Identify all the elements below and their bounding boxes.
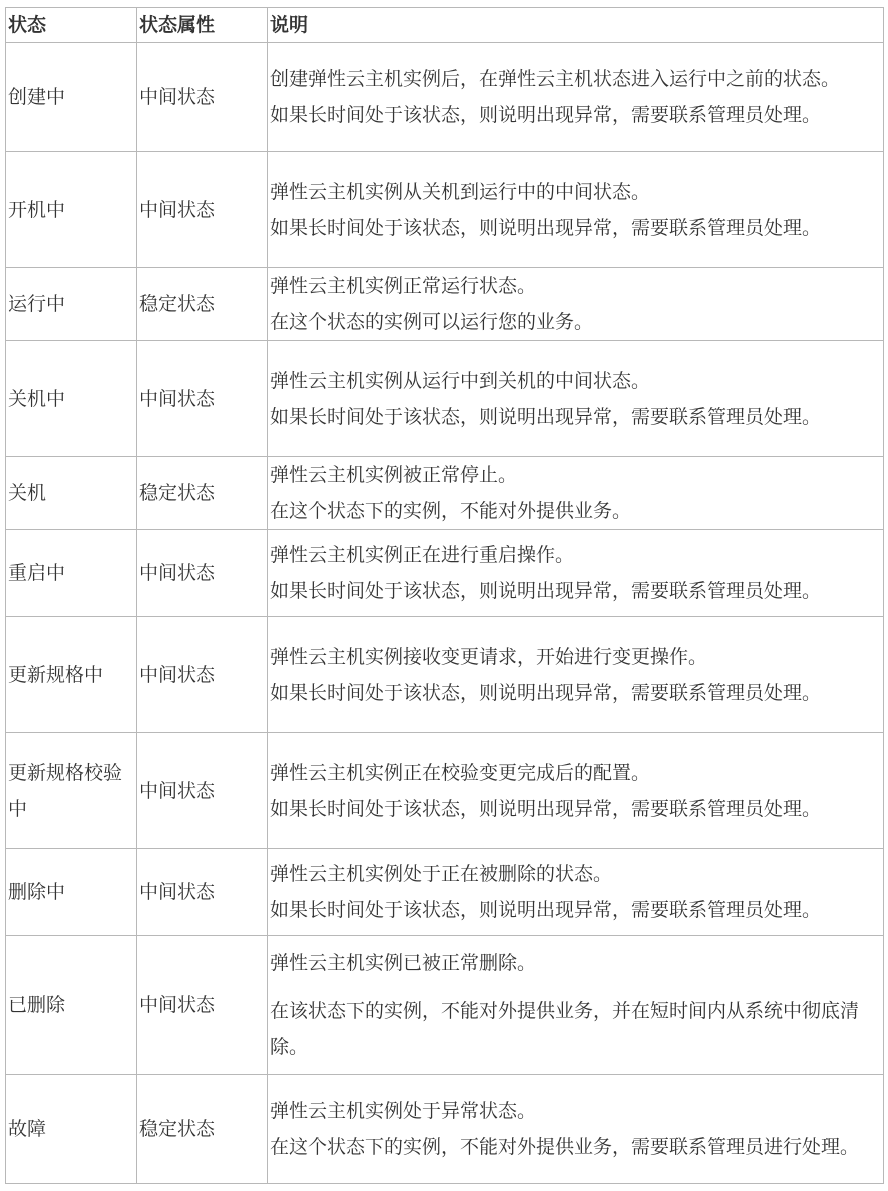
description-line: 在这个状态下的实例，不能对外提供业务。 — [270, 500, 632, 522]
description-line: 弹性云主机实例从运行中到关机的中间状态。 — [270, 369, 651, 392]
description-line: 弹性云主机实例正在校验变更完成后的配置。 — [270, 761, 651, 784]
attribute-cell: 中间状态 — [137, 530, 268, 617]
description-line: 弹性云主机实例从关机到运行中的中间状态。 — [270, 180, 651, 203]
state-cell: 重启中 — [6, 530, 137, 617]
description-line: 弹性云主机实例接收变更请求，开始进行变更操作。 — [270, 645, 708, 668]
description-cell — [268, 849, 884, 936]
description-line: 创建弹性云主机实例后，在弹性云主机状态进入运行中之前的状态。 — [270, 68, 841, 90]
description-cell — [268, 530, 884, 617]
table-row — [6, 152, 884, 268]
description-line: 弹性云主机实例被正常停止。 — [270, 464, 518, 486]
attribute-cell: 中间状态 — [137, 617, 268, 733]
table-header-row — [6, 8, 884, 43]
state-cell: 更新规格校验中 — [6, 733, 137, 849]
description-line: 弹性云主机实例处于正在被删除的状态。 — [270, 863, 613, 885]
state-cell: 更新规格中 — [6, 617, 137, 733]
attribute-cell: 稳定状态 — [137, 268, 268, 341]
description-line: 如果长时间处于该状态，则说明出现异常，需要联系管理员处理。 — [270, 681, 822, 704]
state-cell: 关机中 — [6, 341, 137, 457]
table-row — [6, 617, 884, 733]
table-row — [6, 1075, 884, 1184]
description-cell — [268, 617, 884, 733]
table-row — [6, 457, 884, 530]
instance-state-table — [5, 7, 884, 1184]
header-attribute: 状态属性 — [137, 8, 268, 43]
state-cell: 已删除 — [6, 936, 137, 1075]
attribute-cell: 中间状态 — [137, 152, 268, 268]
description-line: 在该状态下的实例，不能对外提供业务，并在短时间内从系统中彻底清除。 — [270, 1000, 860, 1058]
table-row — [6, 936, 884, 1075]
state-cell: 删除中 — [6, 849, 137, 936]
description-line: 弹性云主机实例正在进行重启操作。 — [270, 544, 575, 566]
attribute-cell: 中间状态 — [137, 936, 268, 1075]
description-line: 如果长时间处于该状态，则说明出现异常，需要联系管理员处理。 — [270, 405, 822, 428]
attribute-cell: 中间状态 — [137, 849, 268, 936]
description-cell — [268, 268, 884, 341]
state-cell: 故障 — [6, 1075, 137, 1184]
header-description: 说明 — [268, 8, 884, 43]
attribute-cell: 中间状态 — [137, 43, 268, 152]
attribute-cell: 稳定状态 — [137, 1075, 268, 1184]
description-line: 如果长时间处于该状态，则说明出现异常，需要联系管理员处理。 — [270, 216, 822, 239]
state-cell: 关机 — [6, 457, 137, 530]
table-row — [6, 530, 884, 617]
state-cell: 创建中 — [6, 43, 137, 152]
description-cell — [268, 1075, 884, 1184]
table-row — [6, 341, 884, 457]
description-line: 在这个状态的实例可以运行您的业务。 — [270, 311, 594, 333]
table-row — [6, 733, 884, 849]
description-line: 如果长时间处于该状态，则说明出现异常，需要联系管理员处理。 — [270, 104, 822, 126]
state-cell: 开机中 — [6, 152, 137, 268]
header-state: 状态 — [6, 8, 137, 43]
table-row — [6, 43, 884, 152]
description-line: 如果长时间处于该状态，则说明出现异常，需要联系管理员处理。 — [270, 580, 822, 602]
description-line: 弹性云主机实例已被正常删除。 — [270, 952, 537, 974]
attribute-cell: 中间状态 — [137, 341, 268, 457]
description-cell — [268, 152, 884, 268]
table-row — [6, 268, 884, 341]
description-cell — [268, 43, 884, 152]
description-cell — [268, 733, 884, 849]
description-cell — [268, 341, 884, 457]
description-line: 在这个状态下的实例，不能对外提供业务，需要联系管理员进行处理。 — [270, 1136, 860, 1158]
description-cell — [268, 457, 884, 530]
table-row — [6, 849, 884, 936]
description-line: 弹性云主机实例正常运行状态。 — [270, 275, 537, 297]
description-line: 如果长时间处于该状态，则说明出现异常，需要联系管理员处理。 — [270, 899, 822, 921]
description-line: 弹性云主机实例处于异常状态。 — [270, 1100, 537, 1122]
description-line: 如果长时间处于该状态，则说明出现异常，需要联系管理员处理。 — [270, 797, 822, 820]
state-cell: 运行中 — [6, 268, 137, 341]
attribute-cell: 中间状态 — [137, 733, 268, 849]
attribute-cell: 稳定状态 — [137, 457, 268, 530]
description-cell — [268, 936, 884, 1075]
